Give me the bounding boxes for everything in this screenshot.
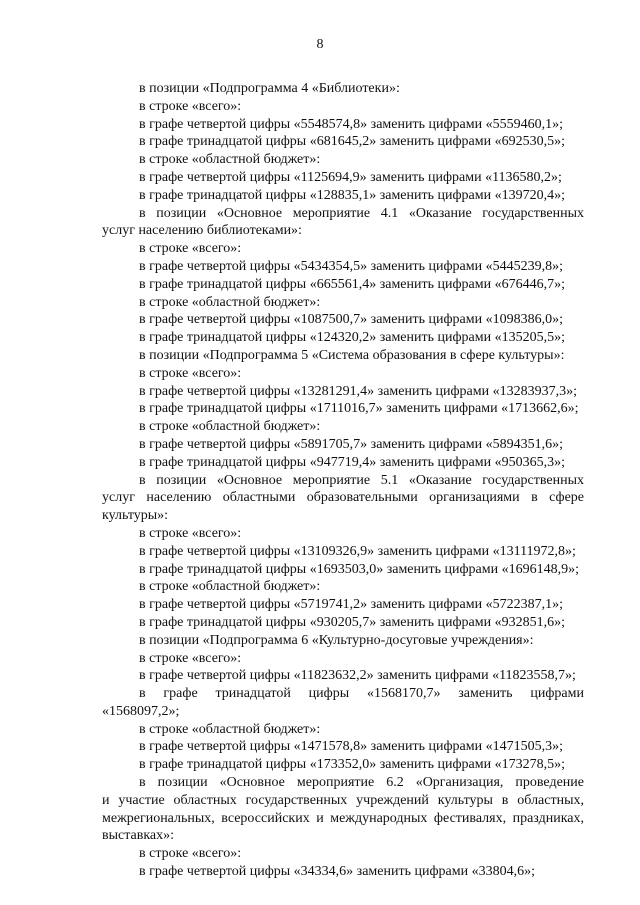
text-line: услуг населению библиотеками»: [102, 223, 302, 239]
text-line: в строке «областной бюджет»: [139, 294, 321, 310]
text-line: в графе четвертой цифры «1087500,7» заменить цифрами «1098386,0»; [139, 312, 563, 328]
text-line: в позиции «Подпрограмма 5 «Система образования в сфере культуры»: [139, 347, 565, 363]
text-line: в графе четвертой цифры «13109326,9» заменить цифрами «13111972,8»; [139, 543, 576, 559]
text-line: в графе четвертой цифры «34334,6» заменить цифрами «33804,6»; [139, 864, 535, 880]
text-line: в графе тринадцатой цифры «665561,4» заменить цифрами «676446,7»; [139, 276, 566, 292]
text-line: в графе четвертой цифры «5548574,8» заменить цифрами «5559460,1»; [139, 116, 563, 132]
text-line: культуры»: [102, 508, 169, 524]
text-line: услуг населению областными образовательными организациями в сфере [102, 490, 584, 506]
text-line: в графе тринадцатой цифры «173352,0» заменить цифрами «173278,5»; [139, 757, 566, 773]
document-body [102, 80, 584, 881]
text-line: в графе тринадцатой цифры «947719,4» заменить цифрами «950365,3»; [139, 454, 566, 470]
text-line: в позиции «Основное мероприятие 5.1 «Оказание государственных [139, 472, 584, 488]
text-line: в строке «областной бюджет»: [139, 152, 321, 168]
text-line: и участие областных государственных учреждений культуры в областных, [102, 792, 584, 808]
text-line: в строке «всего»: [139, 241, 242, 257]
text-line: в графе четвертой цифры «5891705,7» заменить цифрами «5894351,6»; [139, 436, 563, 452]
text-line: в строке «всего»: [139, 365, 242, 381]
text-line: межрегиональных, всероссийских и международных фестивалях, праздниках, [102, 810, 584, 826]
text-line: в графе четвертой цифры «11823632,2» заменить цифрами «11823558,7»; [139, 668, 576, 684]
text-line: в графе четвертой цифры «5434354,5» заменить цифрами «5445239,8»; [139, 258, 563, 274]
text-line: в строке «областной бюджет»: [139, 579, 321, 595]
text-line: в строке «областной бюджет»: [139, 419, 321, 435]
text-line: в графе тринадцатой цифры «124320,2» заменить цифрами «135205,5»; [139, 330, 566, 346]
text-line: в строке «всего»: [139, 846, 242, 862]
text-line: в позиции «Подпрограмма 6 «Культурно-досуговые учреждения»: [139, 632, 534, 648]
text-line: в графе тринадцатой цифры «128835,1» заменить цифрами «139720,4»; [139, 187, 566, 203]
text-line: в позиции «Основное мероприятие 6.2 «Организация, проведение [139, 775, 584, 791]
text-line: «1568097,2»; [102, 703, 180, 719]
text-line: в графе тринадцатой цифры «681645,2» заменить цифрами «692530,5»; [139, 134, 566, 150]
text-line: в графе четвертой цифры «1471578,8» заменить цифрами «1471505,3»; [139, 739, 563, 755]
text-line: в графе тринадцатой цифры «1568170,7» заменить цифрами [139, 686, 584, 702]
text-line: в строке «всего»: [139, 525, 242, 541]
text-line: в графе тринадцатой цифры «1693503,0» заменить цифрами «1696148,9»; [139, 561, 580, 577]
text-line: в позиции «Подпрограмма 4 «Библиотеки»: [139, 81, 400, 96]
text-line: выставках»: [102, 828, 175, 844]
text-line: в графе тринадцатой цифры «1711016,7» заменить цифрами «1713662,6»; [139, 401, 579, 417]
page-number: 8 [316, 37, 324, 52]
text-line: в графе четвертой цифры «13281291,4» заменить цифрами «13283937,3»; [139, 383, 577, 399]
text-line: в графе четвертой цифры «5719741,2» заменить цифрами «5722387,1»; [139, 597, 563, 613]
text-line: в графе тринадцатой цифры «930205,7» заменить цифрами «932851,6»; [139, 614, 566, 630]
text-line: в строке «всего»: [139, 98, 242, 114]
text-line: в позиции «Основное мероприятие 4.1 «Оказание государственных [139, 205, 584, 221]
text-line: в строке «областной бюджет»: [139, 721, 321, 737]
text-line: в графе четвертой цифры «1125694,9» заменить цифрами «1136580,2»; [139, 169, 562, 185]
text-line: в строке «всего»: [139, 650, 242, 666]
